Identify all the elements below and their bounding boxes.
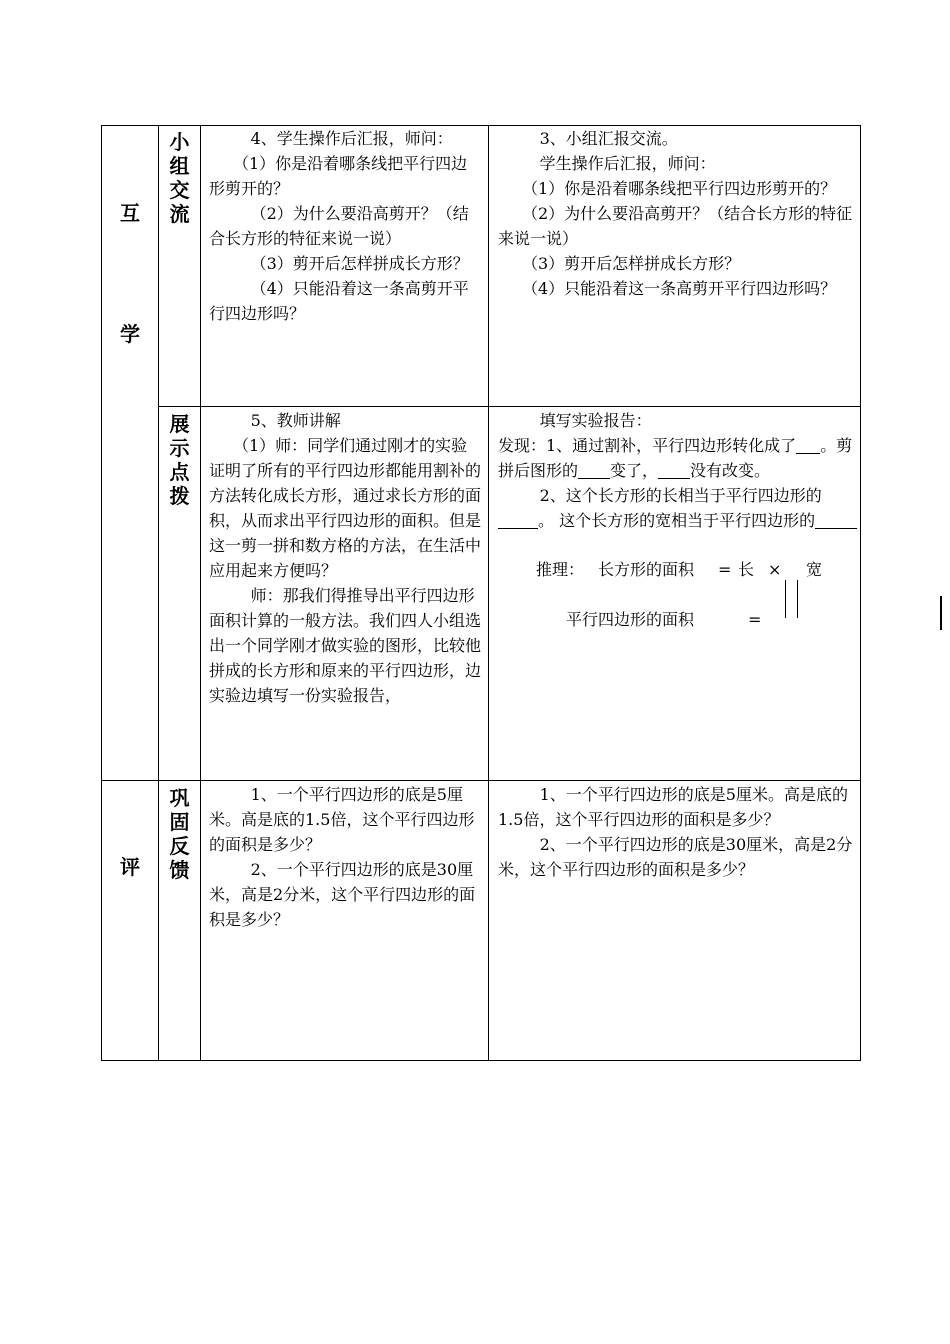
fill-blank[interactable] (578, 460, 610, 479)
row3-student-cell (498, 782, 858, 882)
row-divider (102, 780, 860, 781)
fill-blank[interactable] (815, 510, 857, 529)
reasoning-label: 推理： (536, 560, 585, 579)
text-line: （3）剪开后怎样拼成长方形？ (250, 254, 469, 273)
report-finding-2: 2、这个长方形的长相当于平行四边形的。 这个长方形的宽相当于平行四边形的 (498, 483, 858, 533)
row2-student-cell (498, 408, 858, 778)
equals-sign: = (748, 610, 762, 629)
blank-bar (785, 580, 786, 618)
row2-teacher-cell (209, 408, 483, 708)
text-line: （1）师：同学们通过刚才的实验证明了所有的平行四边形都能用割补的方法转化成长方形，通过求长方形的面积，从而求出平行四边形的面积。但是这一剪一拼和数方格的方法，在生活中应用起来方便吗？ (209, 436, 482, 580)
margin-mark (940, 596, 942, 630)
column-divider (488, 126, 489, 1060)
stage-label-show: 展 示 点 拨 (169, 412, 190, 508)
text-line: （3）剪开后怎样拼成长方形？ (522, 254, 741, 273)
stage-label-group: 小 组 交 流 (169, 130, 190, 226)
text-line: （1）你是沿着哪条线把平行四边形剪开的？ (522, 179, 837, 198)
length-label: 长 (738, 560, 755, 579)
text-line: （2）为什么要沿高剪开？（结合长方形的特征来说一说） (209, 204, 469, 248)
reasoning-line (498, 558, 858, 583)
column-divider (200, 126, 201, 1060)
column-divider (158, 126, 159, 1060)
text-line: 4、学生操作后汇报，师问： (250, 129, 453, 148)
report-finding-1: 发现：1、通过割补，平行四边形转化成了 。剪拼后图形的 变了， 没有改变。 (498, 436, 853, 480)
lesson-table (101, 125, 861, 1061)
times-sign: × (768, 560, 782, 579)
text-line: 3、小组汇报交流。 (539, 129, 678, 148)
text-line: 师：那我们得推导出平行四边形面积计算的一般方法。我们四人小组选出一个同学刚才做实验的图形，比较他拼成的长方形和原来的平行四边形，边实验边填写一份实验报告， (209, 586, 482, 705)
text-line: 2、一个平行四边形的底是30厘米，高是2分米，这个平行四边形的面积是多少？ (498, 835, 853, 879)
row1-teacher-cell (209, 126, 483, 326)
width-label: 宽 (806, 560, 823, 579)
equals-sign: = (718, 560, 732, 579)
parallelogram-area-label: 平行四边形的面积 (566, 610, 695, 629)
text-line: 1、一个平行四边形的底是5厘米。高是底的1.5倍，这个平行四边形的面积是多少？ (498, 785, 848, 829)
text-line: 2、一个平行四边形的底是30厘米，高是2分米，这个平行四边形的面积是多少？ (209, 860, 476, 929)
fill-blank[interactable] (498, 510, 538, 529)
report-title: 填写实验报告： (539, 411, 652, 430)
section-label-ping: 评 (120, 855, 140, 879)
parallelogram-area-line (498, 606, 858, 646)
text-line: 学生操作后汇报，师问： (539, 154, 716, 173)
fill-blank[interactable] (658, 460, 690, 479)
text-line: 5、教师讲解 (250, 411, 341, 430)
text-line: （4）只能沿着这一条高剪开平行四边形吗？ (209, 279, 469, 323)
section-label-xue: 学 (120, 322, 140, 346)
row-divider (158, 406, 860, 407)
blank-bar (797, 580, 798, 618)
stage-label-consolidate: 巩 固 反 馈 (169, 786, 190, 882)
text-line: 1、一个平行四边形的底是5厘米。高是底的1.5倍，这个平行四边形的面积是多少？ (209, 785, 475, 854)
text-line: （4）只能沿着这一条高剪开平行四边形吗？ (522, 279, 837, 298)
rect-area-label: 长方形的面积 (598, 560, 695, 579)
row3-teacher-cell (209, 782, 483, 932)
fill-blank[interactable] (796, 435, 820, 454)
text-line: （2）为什么要沿高剪开？（结合长方形的特征来说一说） (498, 204, 853, 248)
section-label-hu: 互 (120, 201, 140, 225)
text-line: （1）你是沿着哪条线把平行四边形剪开的？ (209, 154, 468, 198)
row1-student-cell (498, 126, 858, 301)
